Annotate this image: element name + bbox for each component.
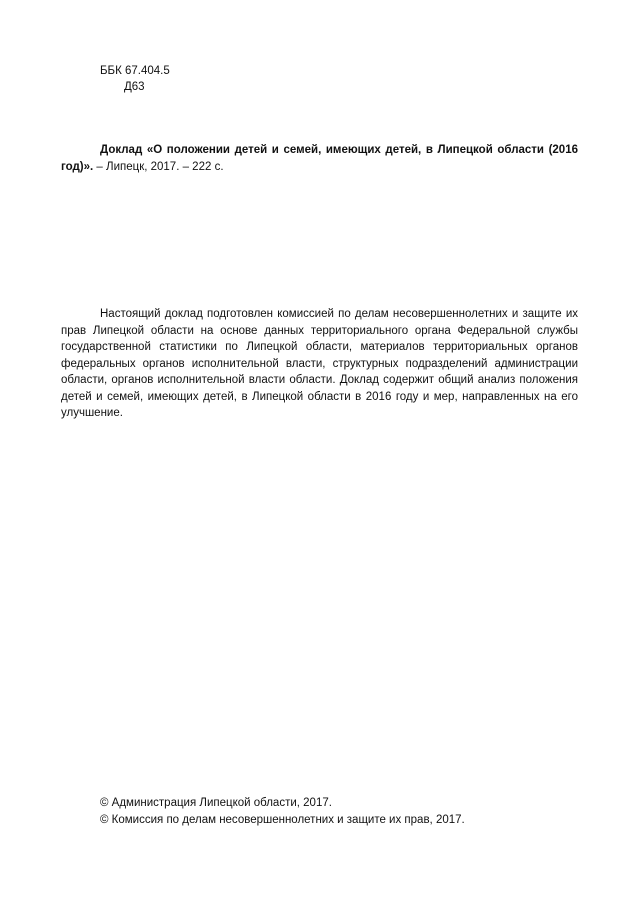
bibliographic-title: Доклад «О положении детей и семей, имеющих детей, в Липецкой области (2016 год)». (61, 144, 578, 173)
author-mark: Д63 (124, 81, 145, 93)
bibliographic-details: – Липецк, 2017. – 222 с. (93, 161, 224, 173)
abstract-paragraph: Настоящий доклад подготовлен комиссией по делам несовершеннолетних и защите их прав Липецкой области на основе данных территориального органа Федеральной службы государственной статистики по Липецкой области, материалов территориальных органов федеральных органов исполнительной власти, структурных подразделений администрации области, органов исполнительной власти области. Доклад содержит общий анализ положения детей и семей, имеющих детей, в Липецкой области в 2016 году и мер, направленных на его улучшение. (61, 308, 578, 419)
bibliographic-entry (61, 142, 578, 176)
copyright-line-administration: © Администрация Липецкой области, 2017. (100, 797, 332, 809)
copyright-line-commission: © Комиссия по делам несовершеннолетних и защите их прав, 2017. (100, 814, 465, 826)
bbk-code: ББК 67.404.5 (100, 65, 170, 77)
